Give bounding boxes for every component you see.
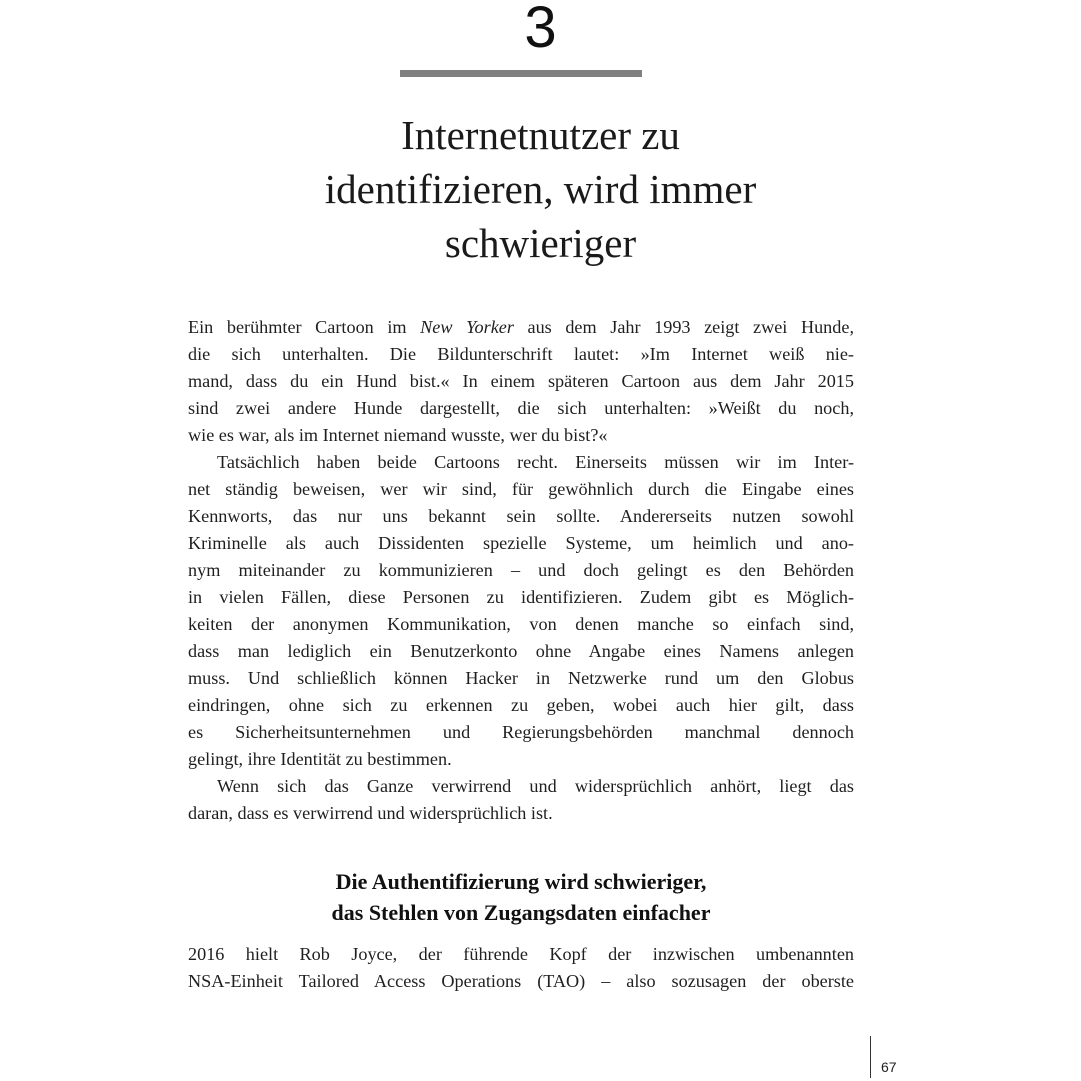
page-number-divider [870, 1036, 871, 1078]
chapter-title-line: identifizieren, wird immer [324, 166, 757, 212]
chapter-title-line: schwieriger [444, 220, 637, 266]
section-heading-line: Die Authentifizierung wird schwieriger, [335, 869, 707, 894]
section-heading [188, 866, 854, 928]
text-line: Kriminelle als auch Dissidenten spezielle Systeme, um heimlich und ano- [188, 533, 854, 553]
text-line: dass man lediglich ein Benutzerkonto ohne Angabe eines Namens anlegen [188, 641, 854, 661]
chapter-body [188, 314, 854, 827]
text-line: NSA-Einheit Tailored Access Operations (TAO) – also sozusagen der oberste [188, 971, 854, 991]
text-line: es Sicherheitsunternehmen und Regierungsbehörden manchmal dennoch [188, 722, 854, 742]
text-fragment: Ein berühmter Cartoon im [188, 317, 421, 337]
text-line: keiten der anonymen Kommunikation, von denen manche so einfach sind, [188, 614, 854, 634]
chapter-title [200, 108, 881, 270]
section-body [188, 941, 854, 995]
text-line: 2016 hielt Rob Joyce, der führende Kopf der inzwischen umbenannten [188, 944, 854, 964]
text-line: Tatsächlich haben beide Cartoons recht. Einerseits müssen wir im Inter- [217, 452, 854, 472]
text-line: daran, dass es verwirrend und widersprüchlich ist. [188, 803, 553, 823]
text-line [188, 314, 854, 341]
text-line: sind zwei andere Hunde dargestellt, die sich unterhalten: »Weißt du noch, [188, 398, 854, 418]
text-line: Kennworts, das nur uns bekannt sein sollte. Andererseits nutzen sowohl [188, 506, 854, 526]
paragraph-3 [188, 773, 854, 827]
section-heading-line: das Stehlen von Zugangsdaten einfacher [331, 900, 711, 925]
text-line: Wenn sich das Ganze verwirrend und widersprüchlich anhört, liegt das [217, 776, 854, 796]
paragraph-1 [188, 314, 854, 449]
chapter-title-line: Internetnutzer zu [401, 112, 680, 158]
text-line: eindringen, ohne sich zu erkennen zu geben, wobei auch hier gilt, dass [188, 695, 854, 715]
text-line: die sich unterhalten. Die Bildunterschrift lautet: »Im Internet weiß nie- [188, 344, 854, 364]
text-line: mand, dass du ein Hund bist.« In einem späteren Cartoon aus dem Jahr 2015 [188, 371, 854, 391]
text-line: gelingt, ihre Identität zu bestimmen. [188, 749, 452, 769]
text-line: in vielen Fällen, diese Personen zu identifizieren. Zudem gibt es Möglich- [188, 587, 854, 607]
text-line: net ständig beweisen, wer wir sind, für gewöhnlich durch die Eingabe eines [188, 479, 854, 499]
paragraph-2 [188, 449, 854, 773]
text-line: muss. Und schließlich können Hacker in Netzwerke rund um den Globus [188, 668, 854, 688]
text-line: wie es war, als im Internet niemand wusste, wer du bist?« [188, 425, 608, 445]
page-number: 67 [881, 1059, 897, 1075]
magazine-title: New Yorker [420, 317, 514, 337]
chapter-rule [400, 70, 642, 77]
text-line: nym miteinander zu kommunizieren – und doch gelingt es den Behörden [188, 560, 854, 580]
chapter-number: 3 [524, 0, 557, 60]
text-fragment: aus dem Jahr 1993 zeigt zwei Hunde, [513, 317, 854, 337]
